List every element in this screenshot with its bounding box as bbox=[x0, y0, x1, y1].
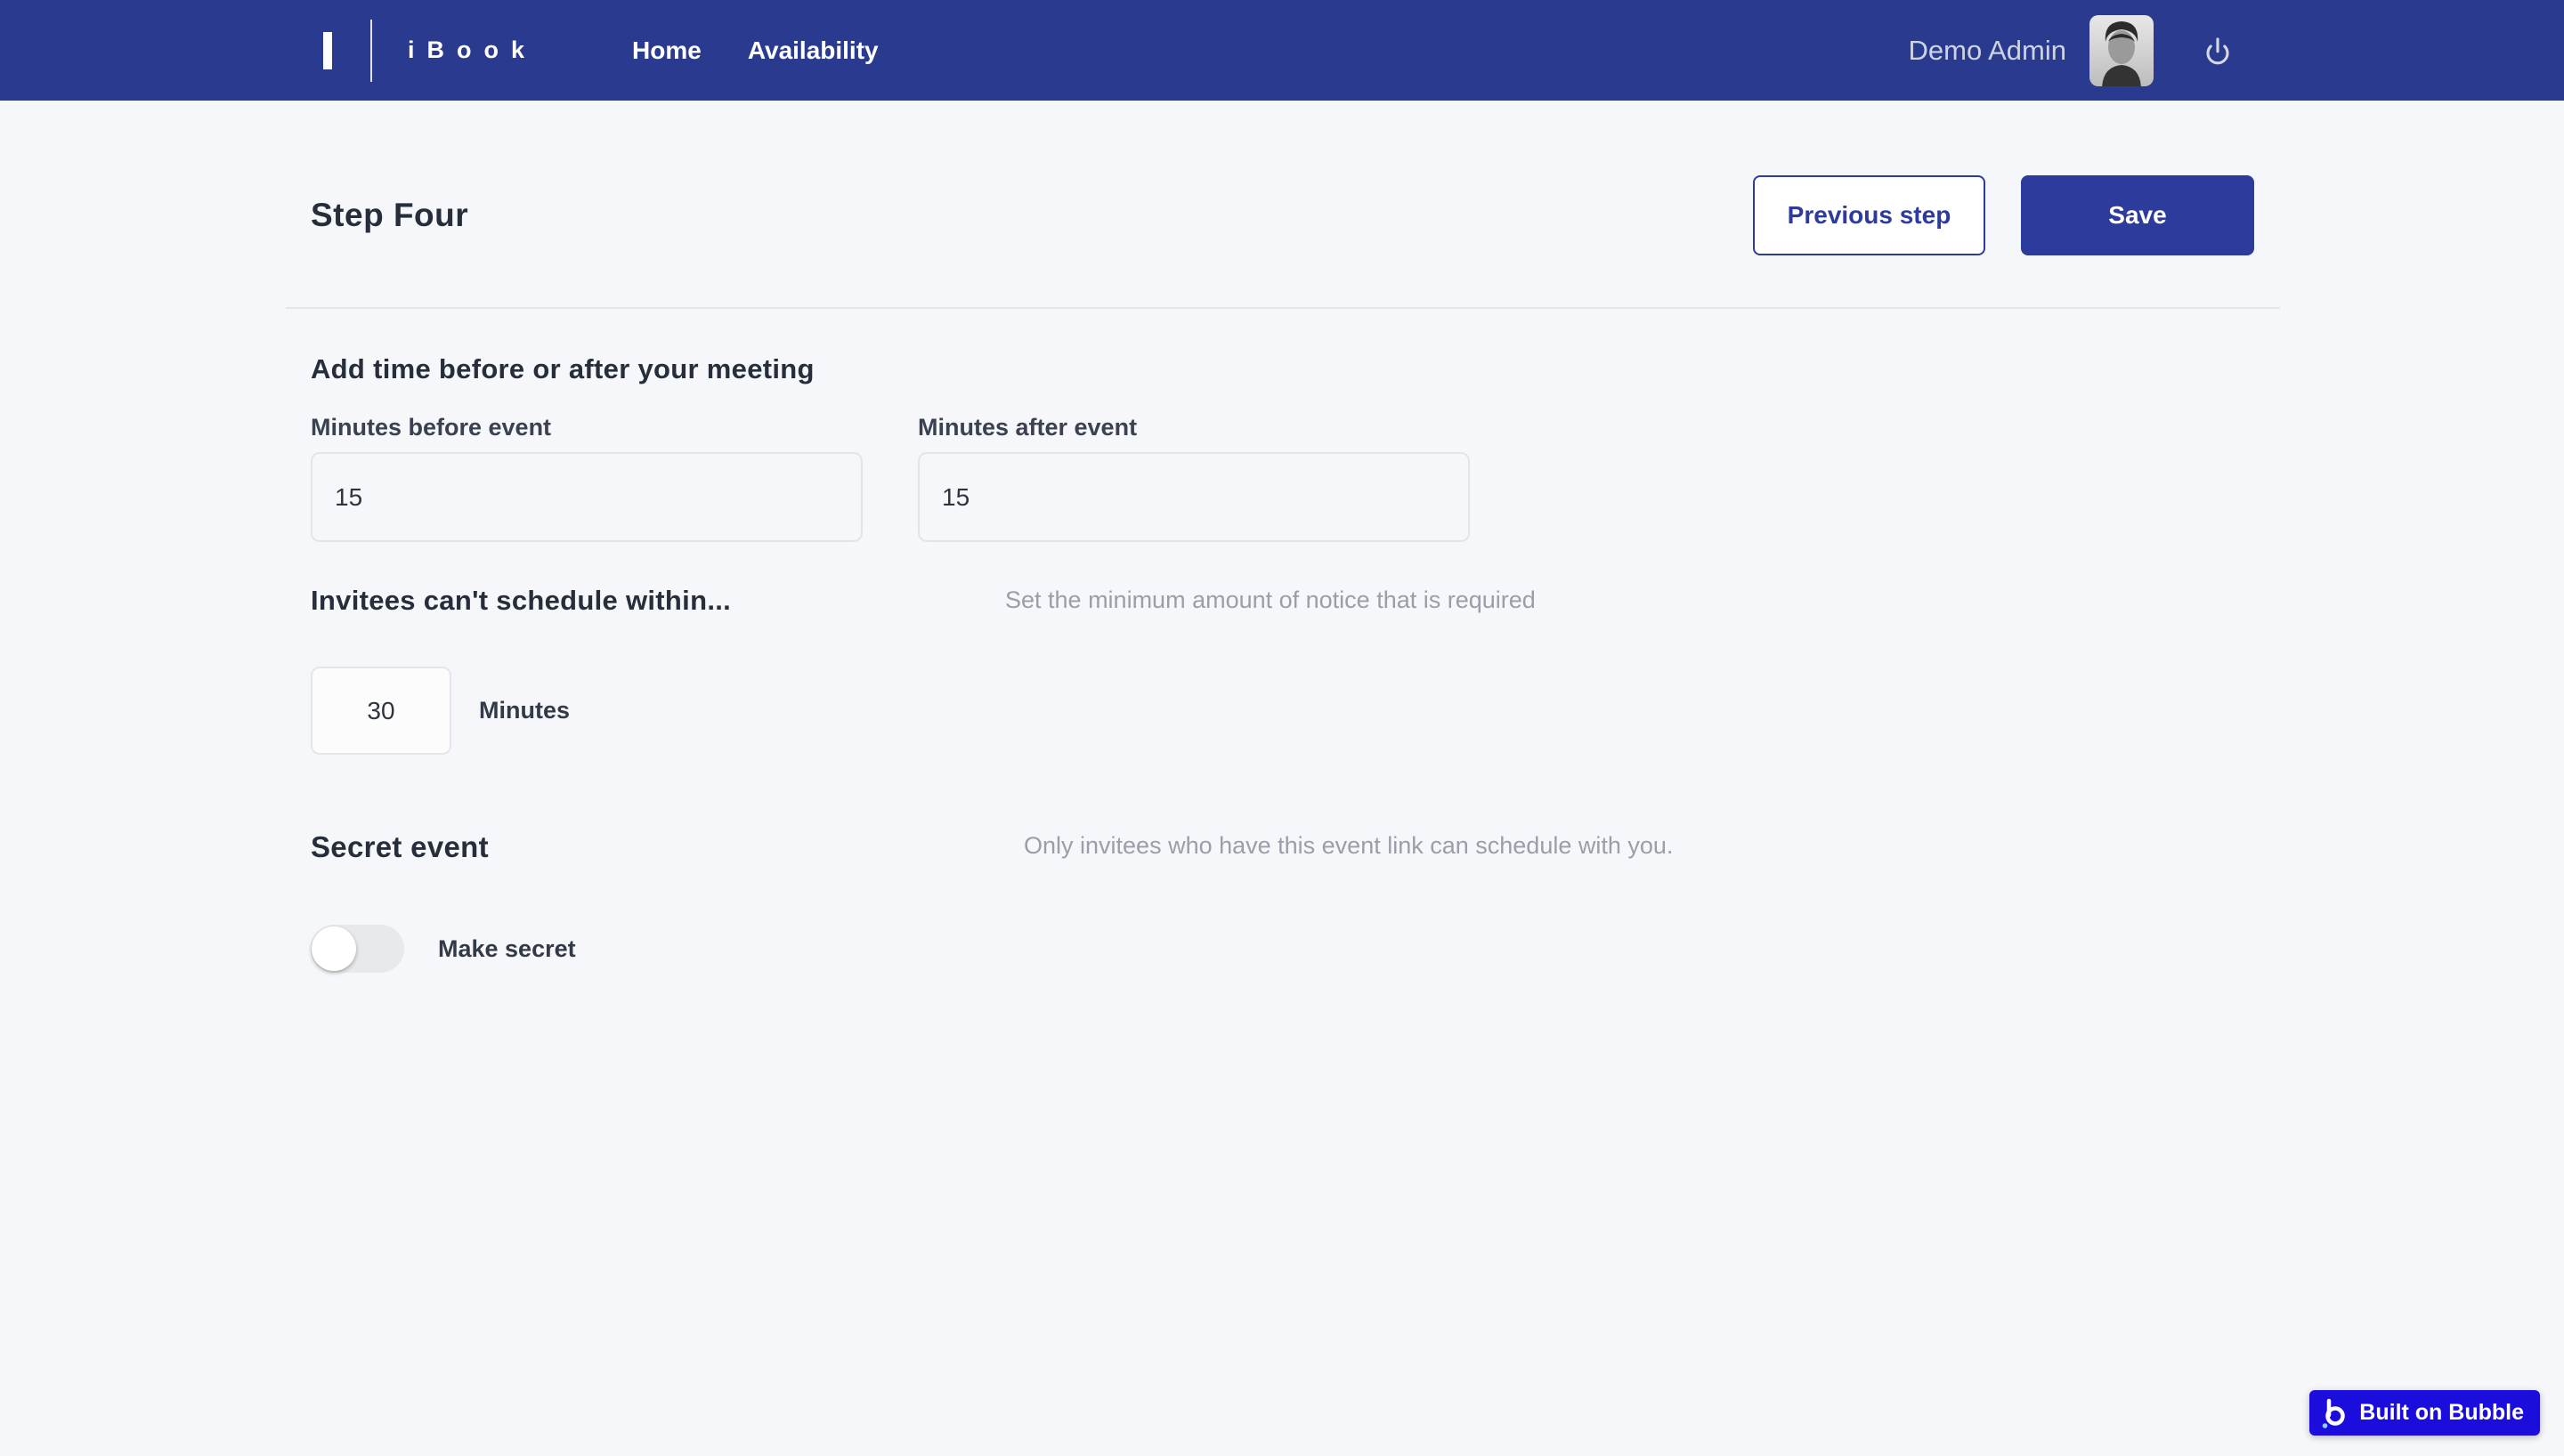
logout-button[interactable] bbox=[2198, 22, 2237, 79]
built-on-bubble-badge[interactable] bbox=[2309, 1390, 2540, 1436]
page-header bbox=[311, 175, 2254, 255]
minutes-after-input[interactable] bbox=[918, 452, 1470, 542]
previous-step-button[interactable]: Previous step bbox=[1753, 175, 1985, 255]
make-secret-label: Make secret bbox=[438, 934, 576, 962]
header-actions bbox=[1753, 175, 2254, 255]
notice-section-heading: Invitees can't schedule within... bbox=[311, 585, 732, 616]
power-icon bbox=[2198, 29, 2237, 72]
secret-section-header bbox=[311, 830, 2254, 870]
minutes-after-label: Minutes after event bbox=[918, 414, 1138, 441]
logo-mark bbox=[323, 32, 332, 69]
main-content bbox=[311, 175, 2254, 973]
toggle-knob bbox=[312, 926, 356, 971]
nav-link-home[interactable]: Home bbox=[632, 36, 702, 64]
notice-helper-text: Set the minimum amount of notice that is required bbox=[1005, 586, 1536, 613]
secret-toggle-row bbox=[311, 925, 2254, 973]
avatar-image bbox=[2089, 15, 2154, 86]
badge-label: Built on Bubble bbox=[2359, 1400, 2524, 1425]
make-secret-toggle[interactable] bbox=[311, 925, 404, 973]
minutes-before-input[interactable] bbox=[311, 452, 863, 542]
navbar bbox=[0, 0, 2564, 101]
header-divider bbox=[286, 307, 2280, 309]
minutes-before-field bbox=[311, 414, 863, 542]
buffer-fields-row bbox=[311, 414, 2254, 542]
notice-minutes-input[interactable] bbox=[311, 667, 451, 755]
bubble-logo-icon bbox=[2322, 1397, 2349, 1429]
buffer-section bbox=[311, 353, 2254, 542]
secret-helper-text: Only invitees who have this event link can schedule with you. bbox=[1024, 832, 1674, 859]
save-button[interactable]: Save bbox=[2021, 175, 2254, 255]
brand-name[interactable]: iBook bbox=[408, 36, 538, 63]
nav-link-availability[interactable]: Availability bbox=[747, 36, 879, 64]
buffer-section-heading: Add time before or after your meeting bbox=[311, 353, 815, 384]
logo-divider bbox=[370, 20, 372, 82]
notice-unit-label: Minutes bbox=[479, 697, 571, 724]
minutes-after-field bbox=[918, 414, 1470, 542]
page-title: Step Four bbox=[311, 197, 469, 233]
notice-section-header bbox=[311, 585, 2254, 620]
minutes-before-label: Minutes before event bbox=[311, 414, 552, 441]
secret-section-heading: Secret event bbox=[311, 830, 489, 863]
user-name: Demo Admin bbox=[1908, 34, 2066, 66]
notice-input-row bbox=[311, 667, 2254, 755]
avatar[interactable] bbox=[2089, 15, 2154, 86]
